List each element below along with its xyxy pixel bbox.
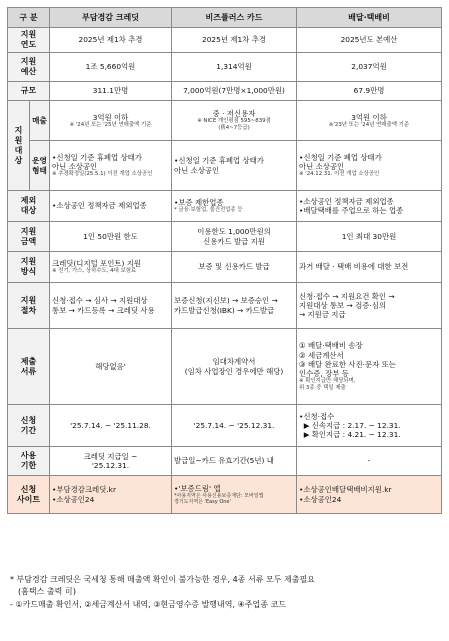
cell-note: ※ '24년 또는 '25년 연매출액 기준	[69, 121, 152, 128]
footnote	[10, 574, 440, 611]
cell	[50, 252, 172, 283]
row-budget	[8, 53, 442, 82]
row-exclude	[8, 191, 442, 222]
header-burden-credit: 부담경감 크레딧	[50, 8, 172, 28]
row-documents	[8, 329, 442, 405]
cell-note: * 금융·보험업, 불건전업종 등	[174, 207, 243, 214]
row-label: 신청 사이트	[8, 476, 50, 514]
cell	[172, 101, 297, 141]
cell-main: •신청일 기준 폐업 상태가 아닌 소상공인	[299, 152, 382, 172]
cell	[297, 329, 442, 405]
cell-main: •신청일 기준 휴폐업 상태가 아닌 소상공인	[52, 152, 142, 172]
footnote-line: * 부담경감 크레딧은 국세청 통해 매출액 확인이 불가능한 경우, 4종 서류 모두 제출필요	[10, 575, 315, 584]
cell-main: •'보증드림' 앱	[174, 483, 221, 493]
row-label: 운영 형태	[30, 141, 50, 191]
row-amount	[8, 222, 442, 252]
row-label: 지원 예산	[8, 53, 50, 82]
cell-main: •보증 제한업종	[174, 198, 224, 207]
cell: 보증신청(지신보) → 보증승인 → 카드발급신청(IBK) → 카드발급	[172, 283, 297, 329]
cell: 크레딧 지급일 ~ '25.12.31.	[50, 447, 172, 476]
header-delivery-fee: 배달·택배비	[297, 8, 442, 28]
cell: -	[297, 447, 442, 476]
cell-note: ※ 추경확정일(25.5.1) 이전 개업 소상공인	[52, 171, 153, 178]
list-item: ① 배달·택배비 송장	[299, 341, 363, 351]
cell	[297, 405, 442, 447]
cell	[172, 141, 297, 191]
list-item: 인수증, 장부 등	[299, 369, 349, 378]
cell: '25.7.14. ~ '25.11.28.	[50, 405, 172, 447]
row-site	[8, 476, 442, 514]
cell: '25.7.14. ~ '25.12.31.	[172, 405, 297, 447]
cell-main: 3억원 이하	[351, 112, 387, 122]
support-comparison-table	[7, 7, 442, 514]
cell	[297, 101, 442, 141]
cell-site-links[interactable]: •부담경감크레딧.kr •소상공인24	[50, 476, 172, 514]
cell: 이용한도 1,000만원의 신용카드 발급 지원	[172, 222, 297, 252]
cell	[297, 141, 442, 191]
cell: 311.1만명	[50, 82, 172, 101]
cell	[172, 191, 297, 222]
row-label: 제외 대상	[8, 191, 50, 222]
cell	[50, 141, 172, 191]
cell: 1인 최대 30만원	[297, 222, 442, 252]
table-header-row	[8, 8, 442, 28]
list-item: ③ 배달 완료한 사진·문자 또는	[299, 359, 396, 369]
cell: 임대차계약서 (임차 사업장인 경우에만 해당)	[172, 329, 297, 405]
cell: 과거 배달 · 택배 비용에 대한 보전	[297, 252, 442, 283]
cell-main: 3억원 이하	[92, 112, 129, 122]
cell: •소상공인 정책자금 제외업종 •배달택배를 주업으로 하는 업종	[297, 191, 442, 222]
cell-note: ※ NICE 개인평점 595~839점 (舊4~7등급)	[197, 118, 271, 132]
cell: 보증 및 신용카드 발급	[172, 252, 297, 283]
row-label: 규모	[8, 82, 50, 101]
row-year	[8, 28, 442, 53]
cell-site-app[interactable]	[172, 476, 297, 514]
row-period	[8, 405, 442, 447]
cell-main: 중 · 저신용자	[212, 109, 256, 119]
footnote-line: - ①카드매출 확인서, ②세금계산서 내역, ③현금영수증 발행내역, ④주업종 코드	[10, 599, 286, 609]
row-operation	[8, 141, 442, 191]
row-usage	[8, 447, 442, 476]
cell-site-links[interactable]: •소상공인배달택배비지원.kr •소상공인24	[297, 476, 442, 514]
cell: 67.9만명	[297, 82, 442, 101]
header-bizplus-card: 비즈플러스 카드	[172, 8, 297, 28]
cell-note: ※ 확인지급만 해당되며, 위 3종 중 택일 제출	[299, 378, 356, 391]
list-item: ② 세금계산서	[299, 350, 344, 360]
cell	[50, 101, 172, 141]
cell: 7,000억원(7만명×1,000만원)	[172, 82, 297, 101]
row-label: 사용 기한	[8, 447, 50, 476]
footnote-line: (홈택스 출력 可)	[18, 587, 76, 597]
row-label: 지원 방식	[8, 252, 50, 283]
cell: •소상공인 정책자금 제외업종	[50, 191, 172, 222]
cell: 신청·접수 → 지원요건 확인 → 지원대상 통보 → 검증·심의 → 지원금 지급	[297, 283, 442, 329]
row-label: 지원 연도	[8, 28, 50, 53]
cell-main: 크레딧(디지털 포인트) 지원	[52, 259, 141, 268]
list-item: ▶ 확인지급 : 4.21. ~ 12.31.	[299, 430, 401, 440]
cell-note: ※ '24.12.31. 이전 개업 소상공인	[299, 171, 380, 178]
cell-note: ※'23년 또는 '24년 연매출액 기준	[328, 121, 410, 128]
row-scale	[8, 82, 442, 101]
row-label: 제출 서류	[8, 329, 50, 405]
cell: 2025년 제1차 추경	[172, 28, 297, 53]
row-label: 매출	[30, 101, 50, 141]
row-label: 지원 절차	[8, 283, 50, 329]
cell: 2025년 제1차 추경	[50, 28, 172, 53]
cell: 발급일~카드 유효기간(5년) 내	[172, 447, 297, 476]
cell: 해당없음'	[50, 329, 172, 405]
cell: 신청·접수 → 심사 → 지원대상 통보 → 카드등록 → 크레딧 사용	[50, 283, 172, 329]
row-procedure	[8, 283, 442, 329]
row-label: 신청 기간	[8, 405, 50, 447]
cell-main: •신청일 기준 휴폐업 상태가 아닌 소상공인	[174, 156, 264, 175]
cell: 2,037억원	[297, 53, 442, 82]
group-label-target: 지 원 대 상	[8, 101, 30, 191]
list-item: ▶ 신속지급 : 2.17. ~ 12.31.	[299, 420, 401, 430]
cell: 1조 5,660억원	[50, 53, 172, 82]
list-item: •신청·접수	[299, 411, 335, 421]
cell: 1,314억원	[172, 53, 297, 82]
row-label: 지원 금액	[8, 222, 50, 252]
cell-note: ※ 전기, 가스, 상하수도, 4대 보험료	[52, 268, 137, 275]
row-sales	[8, 101, 442, 141]
row-method	[8, 252, 442, 283]
cell: 1인 50만원 한도	[50, 222, 172, 252]
cell: 2025년도 본예산	[297, 28, 442, 53]
header-category: 구 분	[8, 8, 50, 28]
cell-note: *사용지역은 사용신용보증재단: 모바일앱 경기도지역은 'Easy One'	[174, 492, 264, 506]
